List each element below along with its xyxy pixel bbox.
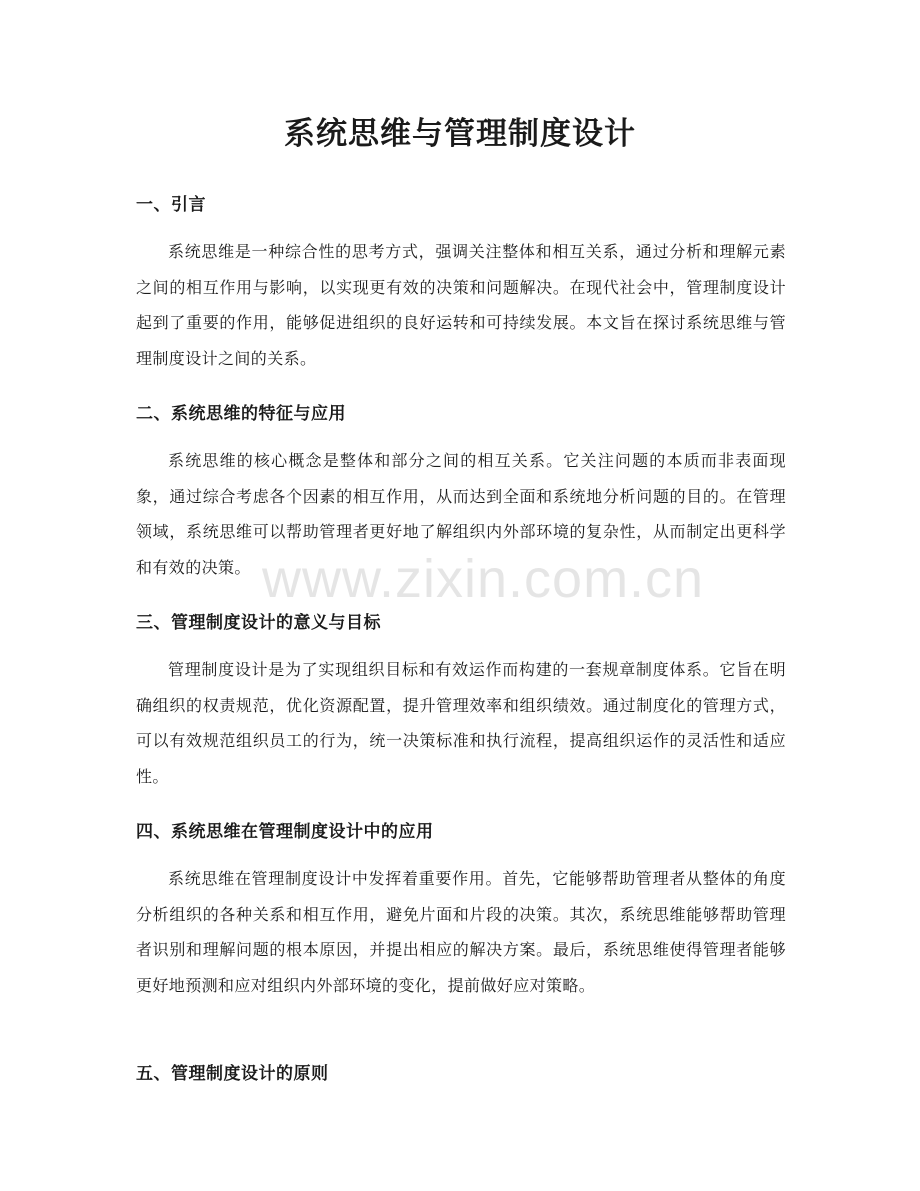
document-title: 系统思维与管理制度设计: [284, 116, 636, 152]
section-heading-application: 四、系统思维在管理制度设计中的应用: [136, 822, 434, 842]
section-paragraph-design-goals: 管理制度设计是为了实现组织目标和有效运作而构建的一套规章制度体系。它旨在明确组织的权责规范，优化资源配置，提升管理效率和组织绩效。通过制度化的管理方式，可以有效规范组织员工的行为，统一决策标准和执行流程，提高组织运作的灵活性和适应性。: [136, 660, 786, 786]
section-paragraph-application: 系统思维在管理制度设计中发挥着重要作用。首先，它能够帮助管理者从整体的角度分析组织的各种关系和相互作用，避免片面和片段的决策。其次，系统思维能够帮助管理者识别和理解问题的根本原因，并提出相应的解决方案。最后，系统思维使得管理者能够更好地预测和应对组织内外部环境的变化，提前做好应对策略。: [136, 869, 786, 995]
section-paragraph-intro: 系统思维是一种综合性的思考方式，强调关注整体和相互关系，通过分析和理解元素之间的相互作用与影响，以实现更有效的决策和问题解决。在现代社会中，管理制度设计起到了重要的作用，能够促进组织的良好运转和可持续发展。本文旨在探讨系统思维与管理制度设计之间的关系。: [136, 242, 786, 368]
section-heading-principles: 五、管理制度设计的原则: [136, 1064, 329, 1084]
section-paragraph-systems-thinking: 系统思维的核心概念是整体和部分之间的相互关系。它关注问题的本质而非表面现象，通过综合考虑各个因素的相互作用，从而达到全面和系统地分析问题的目的。在管理领域，系统思维可以帮助管理者更好地了解组织内外部环境的复杂性，从而制定出更科学和有效的决策。: [136, 451, 786, 577]
watermark: www.zixin.com.cn: [262, 549, 705, 609]
section-heading-intro: 一、引言: [136, 195, 206, 215]
section-heading-design-goals: 三、管理制度设计的意义与目标: [136, 613, 381, 633]
section-heading-systems-thinking: 二、系统思维的特征与应用: [136, 404, 346, 424]
